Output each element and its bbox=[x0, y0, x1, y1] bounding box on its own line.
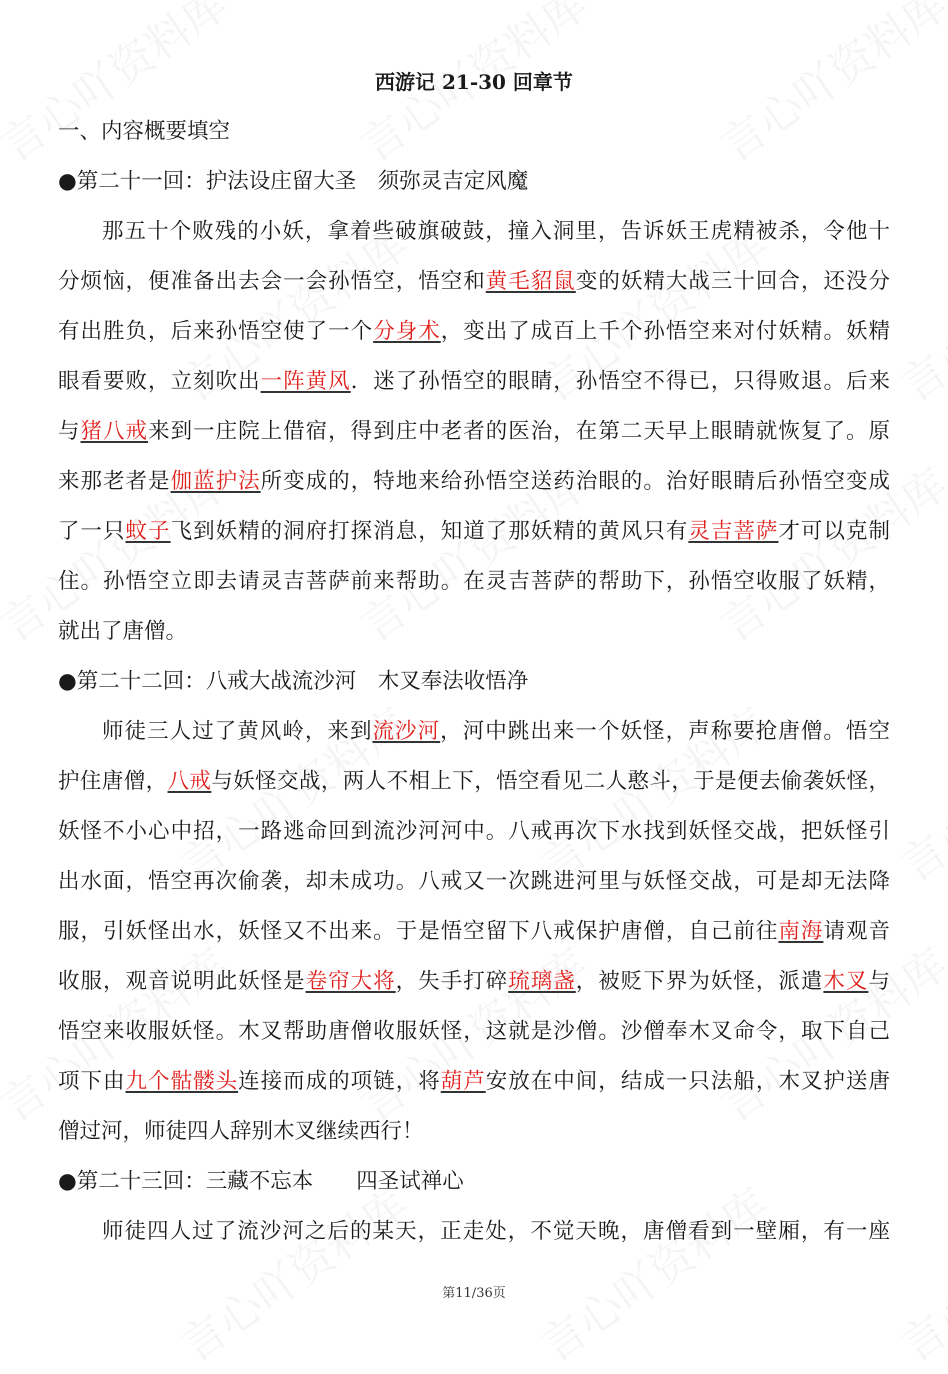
text-segment: 服，引妖怪出水，妖怪又不出来。于是悟空留下八戒保护唐僧，自己前往 bbox=[58, 919, 779, 944]
text-segment: 项下由 bbox=[58, 1069, 126, 1094]
text-line bbox=[58, 707, 890, 757]
text-segment: 师徒三人过了黄风岭，来到 bbox=[102, 719, 373, 744]
text-line bbox=[58, 207, 890, 257]
chapter-heading: ●第二十二回：八戒大战流沙河 木叉奉法收悟净 bbox=[58, 669, 529, 694]
text-segment: 所变成的，特地来给孙悟空送药治眼的。治好眼睛后孙悟空变成 bbox=[260, 469, 890, 494]
text-segment: 飞到妖精的洞府打探消息，知道了那妖精的黄风只有 bbox=[170, 519, 689, 544]
text-line bbox=[58, 557, 890, 607]
text-segment: 与 bbox=[58, 419, 81, 444]
text-line bbox=[58, 907, 890, 957]
text-segment: ．迷了孙悟空的眼睛，孙悟空不得已，只得败退。后来 bbox=[350, 369, 890, 394]
text-line bbox=[58, 507, 890, 557]
text-segment: 才可以克制 bbox=[778, 519, 890, 544]
text-segment: 安放在中间，结成一只法船，木叉护送唐 bbox=[485, 1069, 890, 1094]
text-segment: 出水面，悟空再次偷袭，却未成功。八戒又一次跳进河里与妖怪交战，可是却无法降 bbox=[58, 869, 890, 894]
text-segment: 了一只 bbox=[58, 519, 126, 544]
answer-highlight: 黄毛貂鼠 bbox=[485, 269, 576, 294]
text-line bbox=[58, 607, 890, 657]
text-line bbox=[58, 857, 890, 907]
watermark-text bbox=[886, 1170, 948, 1374]
answer-highlight: 分身术 bbox=[373, 319, 441, 344]
text-segment: 连接而成的项链，将 bbox=[238, 1069, 441, 1094]
document-body bbox=[58, 157, 890, 1257]
text-segment: 与 bbox=[868, 969, 890, 994]
text-segment: 就出了唐僧。 bbox=[58, 619, 188, 644]
text-segment: 与妖怪交战，两人不相上下，悟空看见二人憨斗，于是便去偷袭妖怪， bbox=[211, 769, 890, 794]
text-segment: 僧过河，师徒四人辞别木叉继续西行！ bbox=[58, 1119, 424, 1144]
answer-highlight: 猪八戒 bbox=[80, 419, 149, 444]
answer-highlight: 八戒 bbox=[167, 769, 212, 794]
watermark-text bbox=[886, 690, 948, 894]
text-segment: ，被贬下界为妖怪，派遣 bbox=[575, 969, 824, 994]
text-segment: 有出胜负，后来孙悟空使了一个 bbox=[58, 319, 374, 344]
text-segment: 请观音 bbox=[823, 919, 890, 944]
text-segment: 变的妖精大战三十回合，还没分 bbox=[575, 269, 890, 294]
section-heading: 一、内容概要填空 bbox=[58, 119, 231, 144]
text-segment: 住。孙悟空立即去请灵吉菩萨前来帮助。在灵吉菩萨的帮助下，孙悟空收服了妖精， bbox=[58, 569, 890, 594]
text-segment: 收服，观音说明此妖怪是 bbox=[58, 969, 306, 994]
text-segment: ，变出了成百上千个孙悟空来对付妖精。妖精 bbox=[440, 319, 890, 344]
answer-highlight: 灵吉菩萨 bbox=[688, 519, 779, 544]
answer-highlight: 卷帘大将 bbox=[305, 969, 396, 994]
text-line bbox=[58, 1007, 890, 1057]
document-page bbox=[58, 57, 890, 1257]
paragraph bbox=[58, 707, 890, 1157]
text-line bbox=[58, 1207, 890, 1257]
text-line bbox=[58, 307, 890, 357]
answer-highlight: 九个骷髅头 bbox=[125, 1069, 239, 1094]
text-segment: ，河中跳出来一个妖怪，声称要抢唐僧。悟空 bbox=[440, 719, 890, 744]
text-line bbox=[58, 757, 890, 807]
text-line bbox=[58, 807, 890, 857]
text-line bbox=[58, 1057, 890, 1107]
text-line bbox=[58, 407, 890, 457]
text-segment: 眼看要败，立刻吹出 bbox=[58, 369, 261, 394]
chapter-heading: ●第二十一回：护法设庄留大圣 须弥灵吉定风魔 bbox=[58, 169, 529, 194]
answer-highlight: 流沙河 bbox=[372, 719, 441, 744]
text-line bbox=[58, 457, 890, 507]
answer-highlight: 伽蓝护法 bbox=[170, 469, 261, 494]
text-line bbox=[58, 357, 890, 407]
paragraph bbox=[58, 207, 890, 657]
text-segment: ，失手打碎 bbox=[395, 969, 509, 994]
answer-highlight: 一阵黄风 bbox=[260, 369, 351, 394]
text-segment: 妖怪不小心中招，一路逃命回到流沙河河中。八戒再次下水找到妖怪交战，把妖怪引 bbox=[58, 819, 890, 844]
chapter-heading: ●第二十三回：三藏不忘本 四圣试禅心 bbox=[58, 1169, 464, 1194]
text-line bbox=[58, 1107, 890, 1157]
watermark-text bbox=[886, 210, 948, 414]
text-segment: 悟空来收服妖怪。木叉帮助唐僧收服妖怪，这就是沙僧。沙僧奉木叉命令，取下自己 bbox=[58, 1019, 890, 1044]
page-title: 西游记 21-30 回章节 bbox=[375, 70, 573, 94]
text-segment: 那五十个败残的小妖，拿着些破旗破鼓，撞入洞里，告诉妖王虎精被杀，令他十 bbox=[102, 219, 890, 244]
answer-highlight: 葫芦 bbox=[440, 1069, 486, 1094]
answer-highlight: 南海 bbox=[778, 919, 824, 944]
answer-highlight: 木叉 bbox=[823, 969, 869, 994]
paragraph bbox=[58, 1207, 890, 1257]
text-segment: 护住唐僧， bbox=[58, 769, 168, 794]
text-line bbox=[58, 257, 890, 307]
text-segment: 来那老者是 bbox=[58, 469, 171, 494]
text-segment: 分烦恼，便准备出去会一会孙悟空，悟空和 bbox=[58, 269, 486, 294]
text-line bbox=[58, 957, 890, 1007]
page-number: 第11/36页 bbox=[442, 1286, 506, 1301]
answer-highlight: 蚊子 bbox=[125, 519, 171, 544]
text-segment: 师徒四人过了流沙河之后的某天，正走处，不觉天晚，唐僧看到一壁厢，有一座 bbox=[102, 1219, 890, 1244]
text-segment: 来到一庄院上借宿，得到庄中老者的医治，在第二天早上眼睛就恢复了。原 bbox=[148, 419, 890, 444]
answer-highlight: 琉璃盏 bbox=[508, 969, 576, 994]
